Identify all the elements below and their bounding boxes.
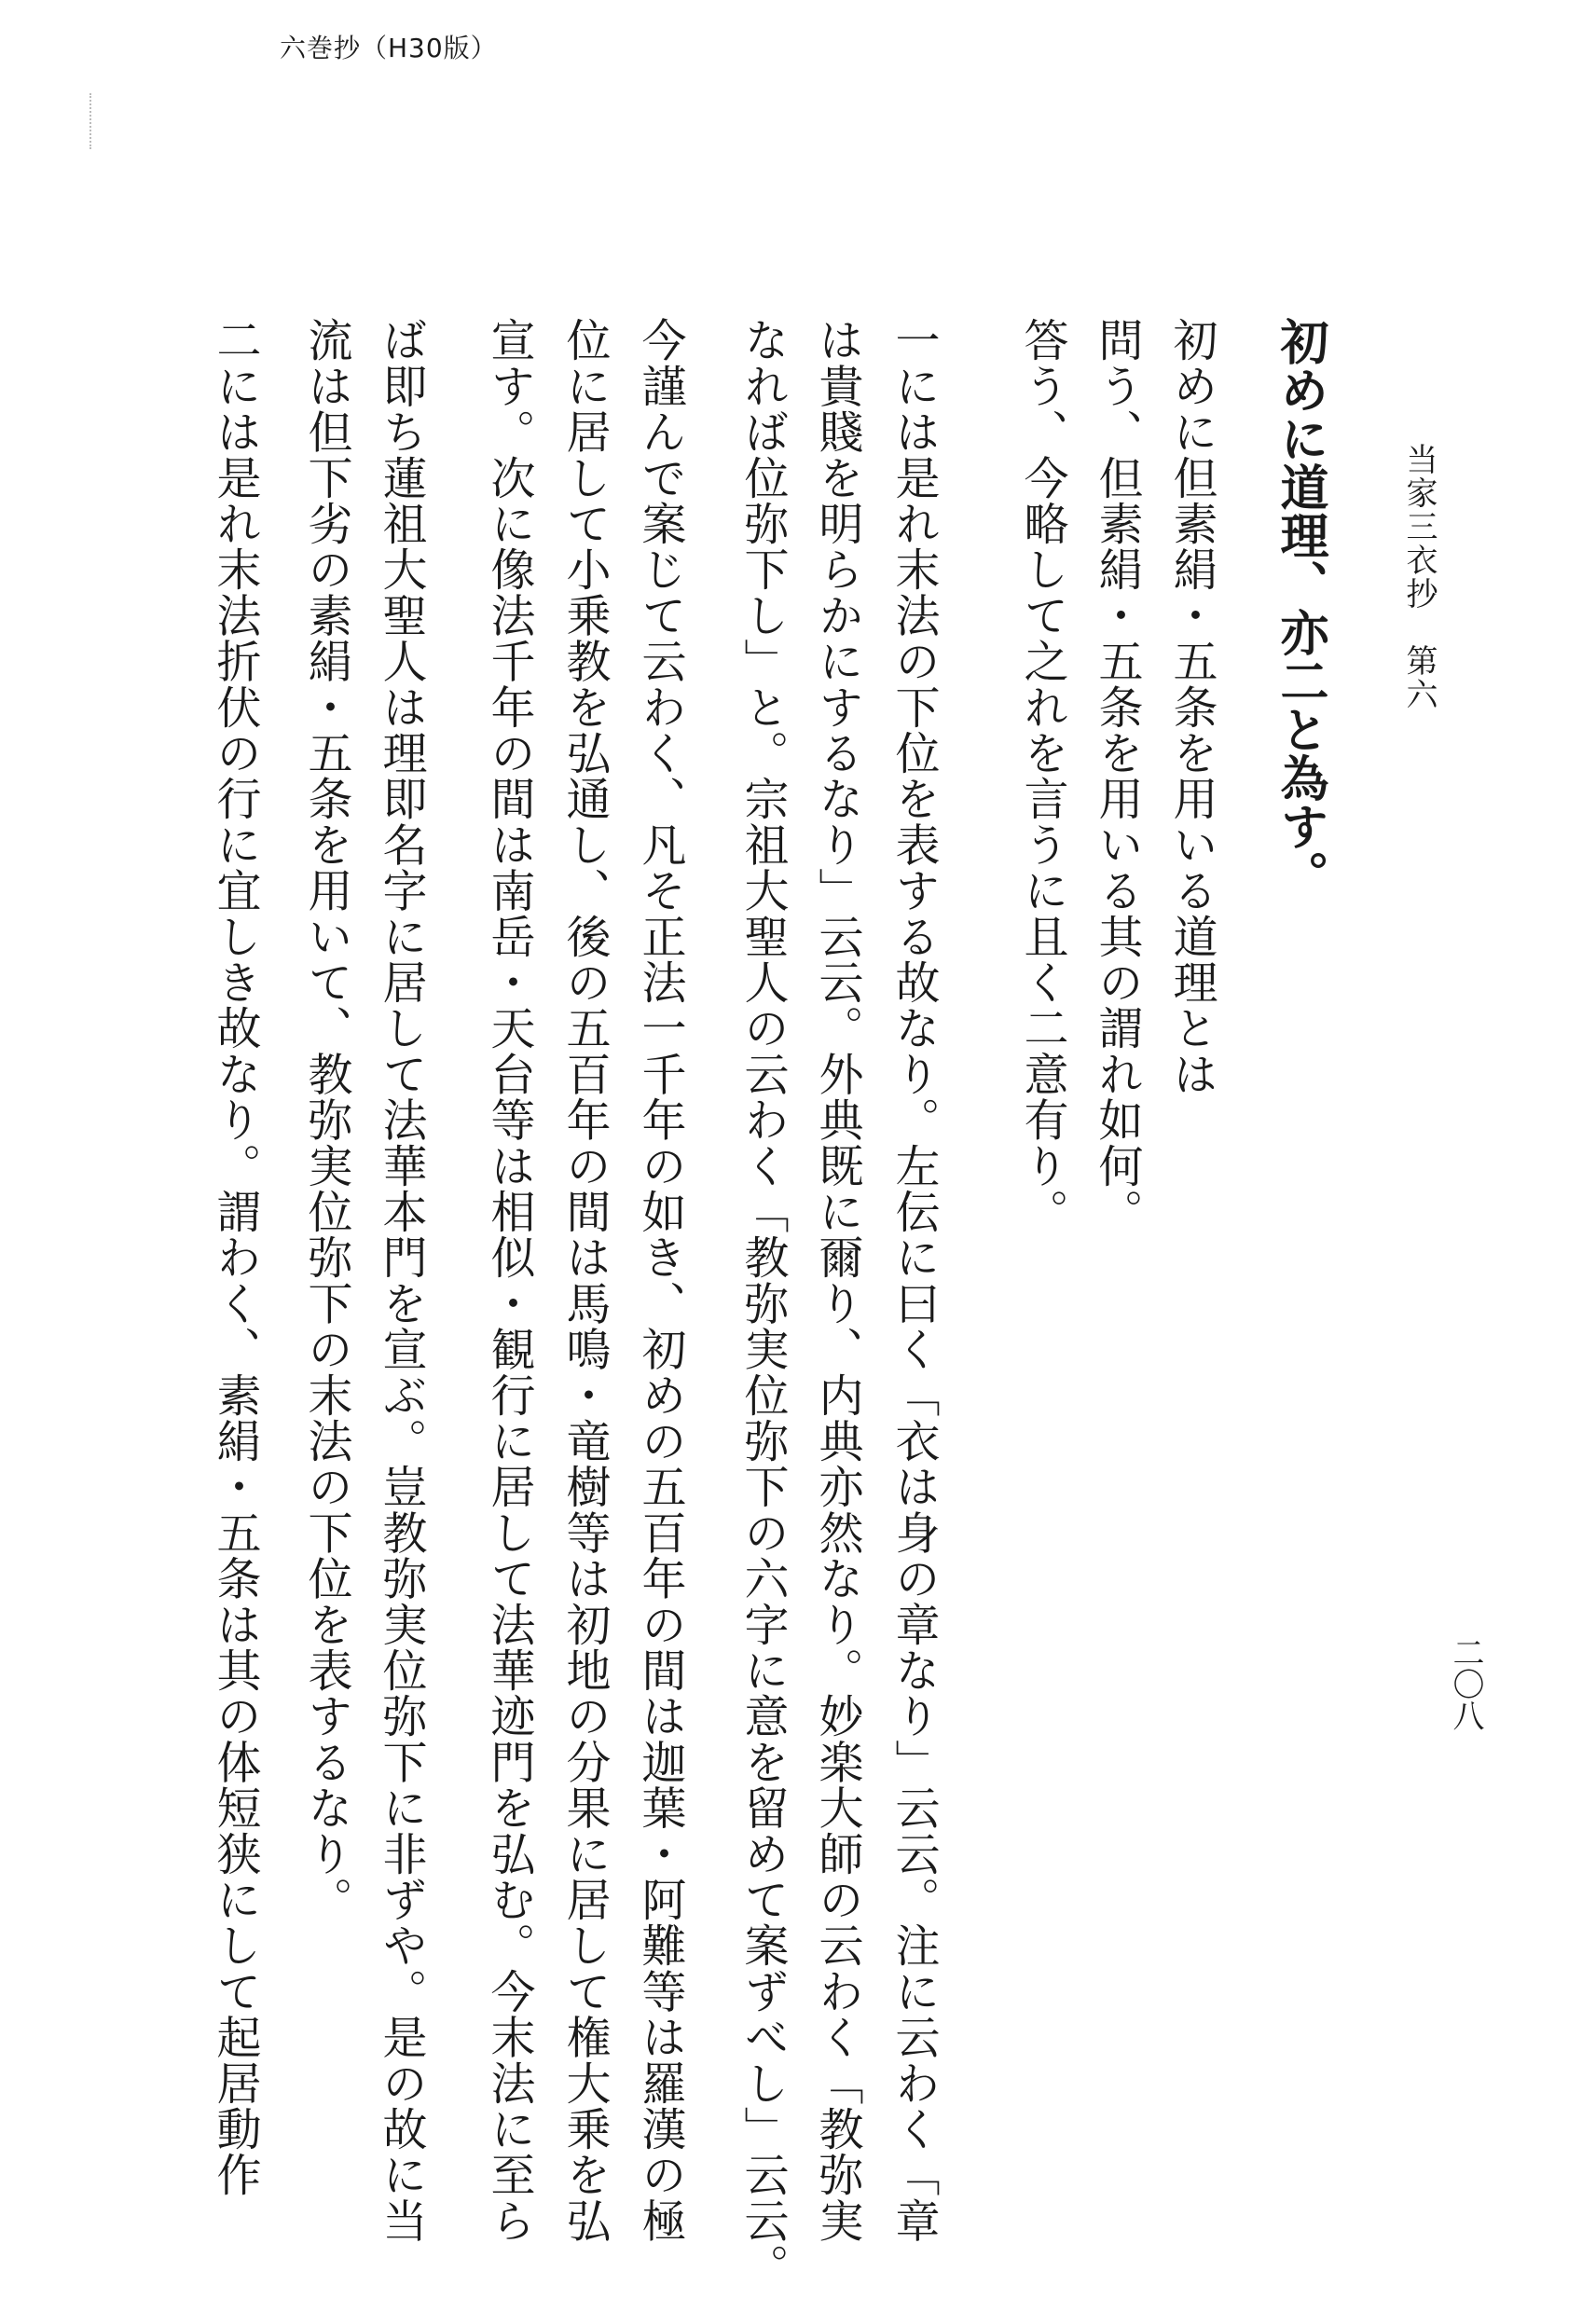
section-heading: 初めに道理、亦二と為す。 bbox=[1272, 317, 1328, 899]
text-column: 今謹んで案じて云わく、凡そ正法一千年の如き、初めの五百年の間は迦葉・阿難等は羅漢の極 bbox=[634, 317, 686, 2244]
text-column: ば即ち蓮祖大聖人は理即名字に居して法華本門を宣ぶ。豈教弥実位弥下に非ずや。是の故に当 bbox=[375, 317, 427, 2244]
text-column: 宣す。次に像法千年の間は南岳・天台等は相似・観行に居して法華迹門を弘む。今末法に至ら bbox=[483, 317, 535, 2244]
text-column: 問う、但素絹・五条を用いる其の謂れ如何。 bbox=[1091, 317, 1143, 1234]
text-column: 一には是れ末法の下位を表する故なり。左伝に曰く「衣は身の章なり」云云。注に云わく「章 bbox=[887, 317, 940, 2244]
book-label: 六巻抄（H30版） bbox=[280, 33, 498, 63]
text-column: 初めに但素絹・五条を用いる道理とは bbox=[1165, 317, 1218, 1097]
scan-edge-mark bbox=[89, 93, 93, 149]
text-column: 流は但下劣の素絹・五条を用いて、教弥実位弥下の末法の下位を表するなり。 bbox=[300, 317, 352, 1922]
text-column: 答う、今略して之れを言うに且く二意有り。 bbox=[1016, 317, 1068, 1234]
text-column: は貴賤を明らかにするなり」云云。外典既に爾り、内典亦然なり。妙楽大師の云わく「教弥実 bbox=[811, 317, 863, 2244]
page-number: 二〇八 bbox=[1447, 1636, 1484, 1731]
text-column: 二には是れ末法折伏の行に宜しき故なり。謂わく、素絹・五条は其の体短狭にして起居動作 bbox=[209, 317, 261, 2198]
text-column: なれば位弥下し」と。宗祖大聖人の云わく「教弥実位弥下の六字に意を留めて案ずべし」云云。 bbox=[736, 317, 789, 2290]
running-title: 当家三衣抄 第六 bbox=[1400, 443, 1438, 711]
text-column: 位に居して小乗教を弘通し、後の五百年の間は馬鳴・竜樹等は初地の分果に居して権大乗を弘 bbox=[558, 317, 611, 2244]
